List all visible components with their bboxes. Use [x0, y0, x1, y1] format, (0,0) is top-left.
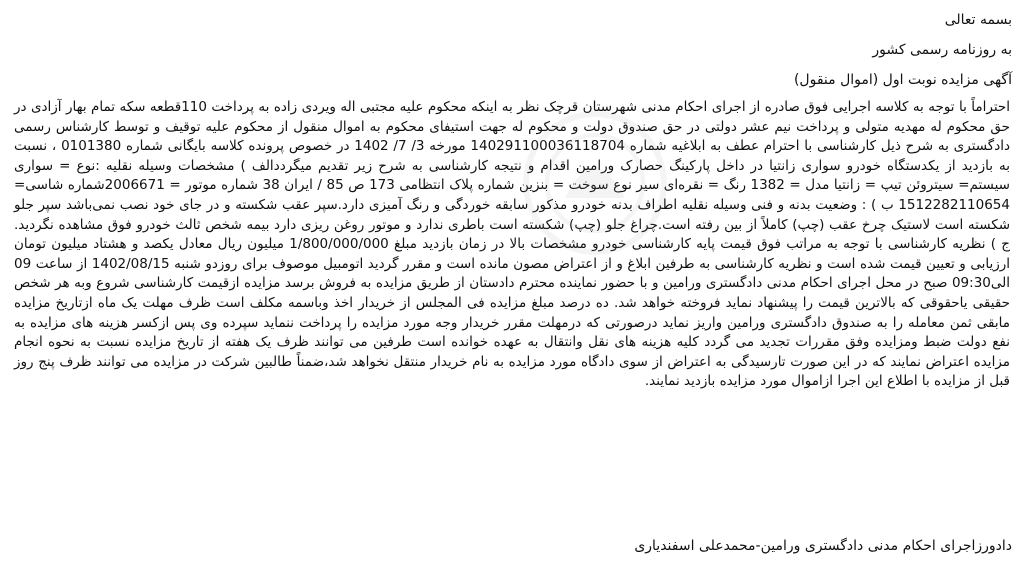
notice-body: احتراماً با توجه به کلاسه اجرایی فوق صادره از اجرای احکام مدنی شهرستان قرچک نظر به اینکه محکوم علیه مجتبی اله ویردی زاده به پرداخت 110قطعه سکه تمام بهار آزادی در حق محکوم له مهدیه متولی و پرداخت نیم عشر دولتی در حق صندوق دولت و محکوم له جهت استیفای محکوم به اموال منقول از محکوم علیه توقیف و توسط کارشناس رسمی دادگستری به شرح ذیل کارشناسی با احترام عطف به ابلاغیه شماره 140291100036118704 مورخه 3/ 7/ 1402 در خصوص پرونده کلاسه بایگانی شماره 0101380 ، نسبت به بازدید از یکدستگاه خودرو سواری زانتیا در داخل پارکینگ حصارک ورامین اقدام و نتیجه کارشناسی به شرح زیر تقدیم میگرددالف ) مشخصات وسیله نقلیه :نوع = سواری سیستم= سیتروئن تیپ = زانتیا مدل = 1382 رنگ = نقره‌ای سیر نوع سوخت = بنزین شماره پلاک انتظامی 173 ص 85 / ایران 38 شماره موتور = 2006671شماره شاسی= 1512282110654 ب ) : وضعیت بدنه و فنی وسیله نقلیه اطراف بدنه خودرو مذکور سابقه خوردگی و رنگ آمیزی دارد.سپر عقب شکسته و در جای خود نصب نمی‌باشد سپر جلو شکسته است لاستیک چرخ عقب (چپ) کاملاً از بین رفته است.چراغ جلو (چپ) شکسته است باطری ندارد و موتور روغن ریزی دارد بیمه شخص ثالث خودرو فوق مشاهده نگردید. ج ) نظریه کارشناسی با توجه به مراتب فوق قیمت پایه کارشناسی خودرو مشخصات بالا در زمان بازدید مبلغ 1/800/000/000 میلیون ریال معادل یکصد و هشتاد میلیون تومان ارزیابی و تعیین قیمت شده است و نظریه کارشناسی به طرفین ابلاغ و از اعتراض مصون مانده است و مقرر گردید اتومبیل موصوف برای روزدو شنبه 1402/08/15 از ساعت 09 الی09:30 صبح در محل اجرای احکام مدنی دادگستری ورامین و با حضور نماینده محترم دادستان از طریق مزایده به فروش برسد مزایده ازقیمت کارشناسی شروع وبه هر شخص حقیقی یاحقوقی که بالاترین قیمت را پیشنهاد نماید فروخته خواهد شد. ده درصد مبلغ مزایده فی المجلس از خریدار اخذ وباسمه مکلف است ظرف مهلت یک ماه ازتاریخ مزایده مابقی ثمن معامله را به صندوق دادگستری ورامین واریز نماید درصورتی که درمهلت مقرر خریدار وجه مورد مزایده را پرداخت ننماید سپرده وی پس ازکسر هزینه های مزایده به نفع دولت ضبط ومزایده وفق مقررات تجدید می گردد کلیه هزینه های نقل وانتقال به عهده خوانده است طرفین می توانند ظرف یک هفته از تاریخ مزایده نسبت به نحوه انجام مزایده اعتراض نمایند که در این صورت تارسیدگی به اعتراض از سوی دادگاه مورد مزایده به نام خریدار منتقل نخواهد شد،ضمناً طالبین شرکت در مزایده می توانند ظرف پنج روز قبل از مزایده با اطلاع این اجرا ازاموال مورد مزایده بازدید نمایند. [14, 99, 1011, 390]
signature-line: دادورزاجرای احکام مدنی دادگستری ورامین-محمدعلی اسفندیاری [634, 538, 1012, 554]
notice-title: آگهی مزایده نوبت اول (اموال منقول) [793, 72, 1012, 88]
newspaper-line: به روزنامه رسمی کشور [872, 42, 1012, 58]
basmala-heading: بسمه تعالی [944, 12, 1012, 28]
